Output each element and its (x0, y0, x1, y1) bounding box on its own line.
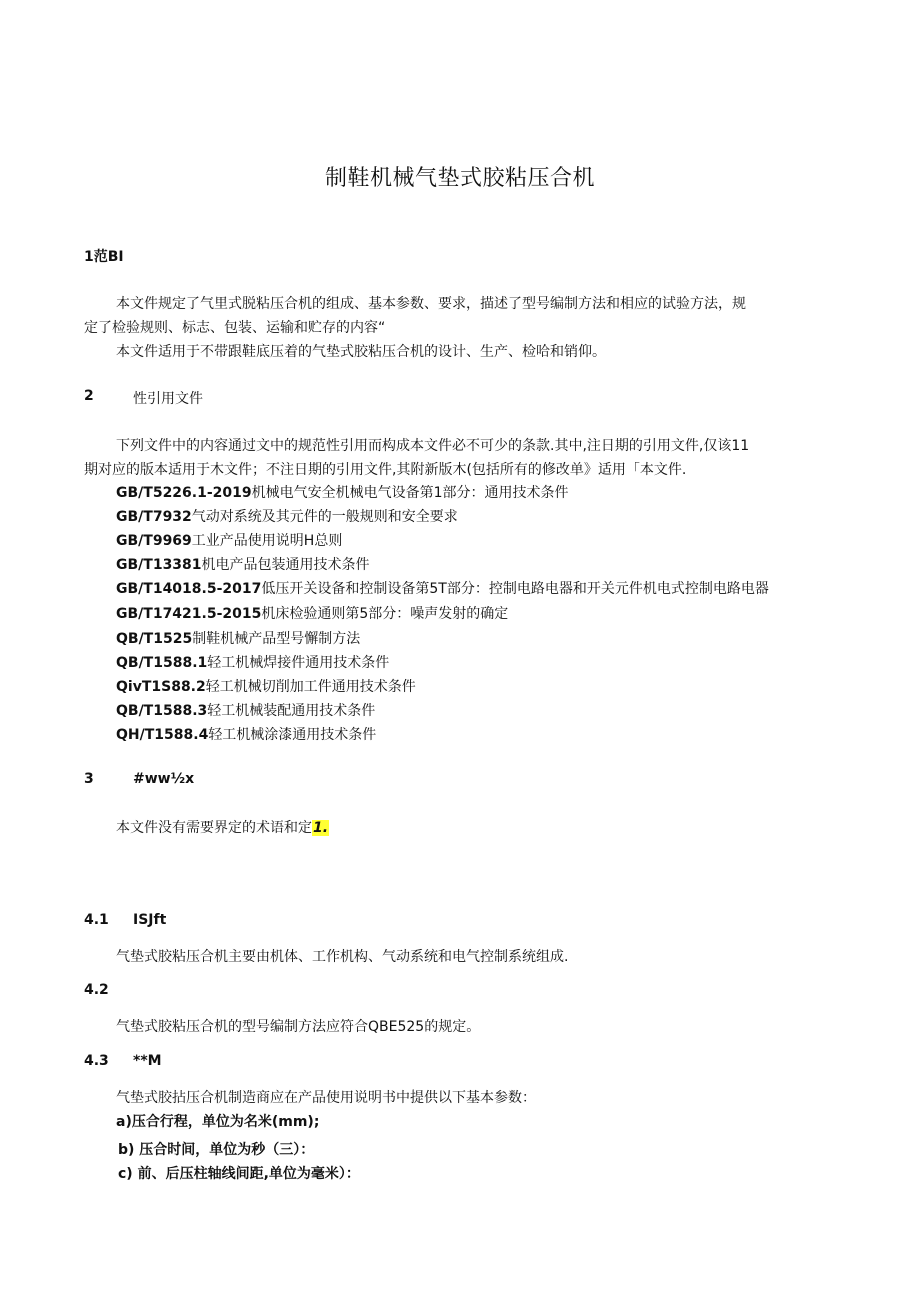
section-1-heading: 1范BI (84, 249, 124, 265)
reference-code: GB/T5226.1-2019 (116, 485, 252, 501)
reference-code: QB/T1588.3 (116, 703, 208, 719)
reference-item (116, 603, 508, 623)
section-2-para-line2: 期对应的版本适用于木文件；不注日期的引用文件,其附新版木(包括所有的修改单》适用「本文件. (84, 462, 687, 478)
reference-code: GB/T17421.5-2015 (116, 606, 262, 622)
reference-item (116, 676, 416, 696)
section-1-para1-line2: 定了检验规则、标志、包装、运输和贮存的内容“ (84, 320, 386, 336)
reference-text: 工业产品使用说明H总则 (191, 533, 343, 549)
reference-text: 低压开关设备和控制设备第5T部分：控制电路电器和开关元件机电式控制电路电器 (261, 581, 769, 597)
reference-item (116, 578, 769, 598)
reference-text: 机床检验通则第5部分：噪声发射的确定 (261, 606, 509, 622)
section-4-1-number: 4.1 (84, 912, 109, 928)
reference-item (116, 506, 458, 526)
reference-item (116, 530, 342, 550)
parameter-item-c: c) 前、后压柱轴线间距,单位为毫米）： (118, 1166, 360, 1182)
reference-item (116, 724, 376, 744)
highlighted-text: 1. (313, 820, 329, 836)
document-title: 制鞋机械气垫式胶粘压合机 (324, 166, 595, 191)
reference-code: QH/T1588.4 (116, 727, 209, 743)
section-2-para-line1: 下列文件中的内容通过文中的规范性引用而构成本文件必不可少的条款.其中,注日期的引用文件,仅该11 (116, 438, 750, 454)
reference-text: 制鞋机械产品型号懈制方法 (192, 631, 361, 647)
reference-code: QB/T1525 (116, 631, 193, 647)
reference-text: 轻工机械焊接件通用技术条件 (207, 655, 390, 671)
section-3-text: 本文件没有需要界定的术语和定 (116, 820, 312, 836)
reference-code: GB/T13381 (116, 557, 202, 573)
reference-code: GB/T9969 (116, 533, 192, 549)
reference-text: 气动对系统及其元件的一般规则和安全要求 (191, 509, 458, 525)
reference-item (116, 628, 360, 648)
reference-item (116, 482, 569, 502)
reference-text: 机电产品包装通用技术条件 (201, 557, 370, 573)
reference-item (116, 700, 375, 720)
parameter-item-a: a)压合行程，单位为名米(mm); (116, 1114, 320, 1130)
section-3-number: 3 (84, 771, 94, 787)
section-4-3-number: 4.3 (84, 1053, 109, 1069)
section-4-2-para: 气垫式胶粘压合机的型号编制方法应符合QBE525的规定。 (116, 1019, 481, 1035)
reference-code: QivT1S88.2 (116, 679, 206, 695)
reference-text: 轻工机械装配通用技术条件 (207, 703, 376, 719)
parameter-item-b: b) 压合时间，单位为秒（三）： (118, 1142, 315, 1158)
reference-text: 轻工机械切削加工件通用技术条件 (205, 679, 416, 695)
section-4-2-number: 4.2 (84, 982, 109, 998)
section-4-1-para: 气垫式胶粘压合机主要由机体、工作机构、气动系统和电气控制系统组成. (116, 949, 569, 965)
section-3-heading: #ww½x (133, 771, 195, 787)
section-4-3-para: 气垫式胶拈压合机制造商应在产品使用说明书中提供以下基本参数： (116, 1090, 536, 1106)
section-2-number: 2 (84, 388, 94, 404)
section-1-para2: 本文件适用于不带跟鞋底压着的气垫式胶粘压合机的设计、生产、检哈和销仰。 (116, 344, 606, 360)
section-2-heading: 性引用文件 (133, 391, 203, 407)
reference-code: GB/T14018.5-2017 (116, 581, 262, 597)
reference-item (116, 554, 370, 574)
reference-text: 机械电气安全机械电气设备第1部分：通用技术条件 (251, 485, 569, 501)
section-4-1-heading: ISJft (133, 912, 167, 928)
section-1-para1-line1: 本文件规定了气里式脱粘压合机的组成、基本参数、要求，描述了型号编制方法和相应的试验方法，规 (116, 296, 746, 312)
reference-code: QB/T1588.1 (116, 655, 208, 671)
reference-text: 轻工机械涂漆通用技术条件 (208, 727, 377, 743)
reference-item (116, 652, 389, 672)
reference-code: GB/T7932 (116, 509, 192, 525)
section-4-3-heading: **M (133, 1053, 162, 1069)
section-3-para (116, 817, 329, 837)
